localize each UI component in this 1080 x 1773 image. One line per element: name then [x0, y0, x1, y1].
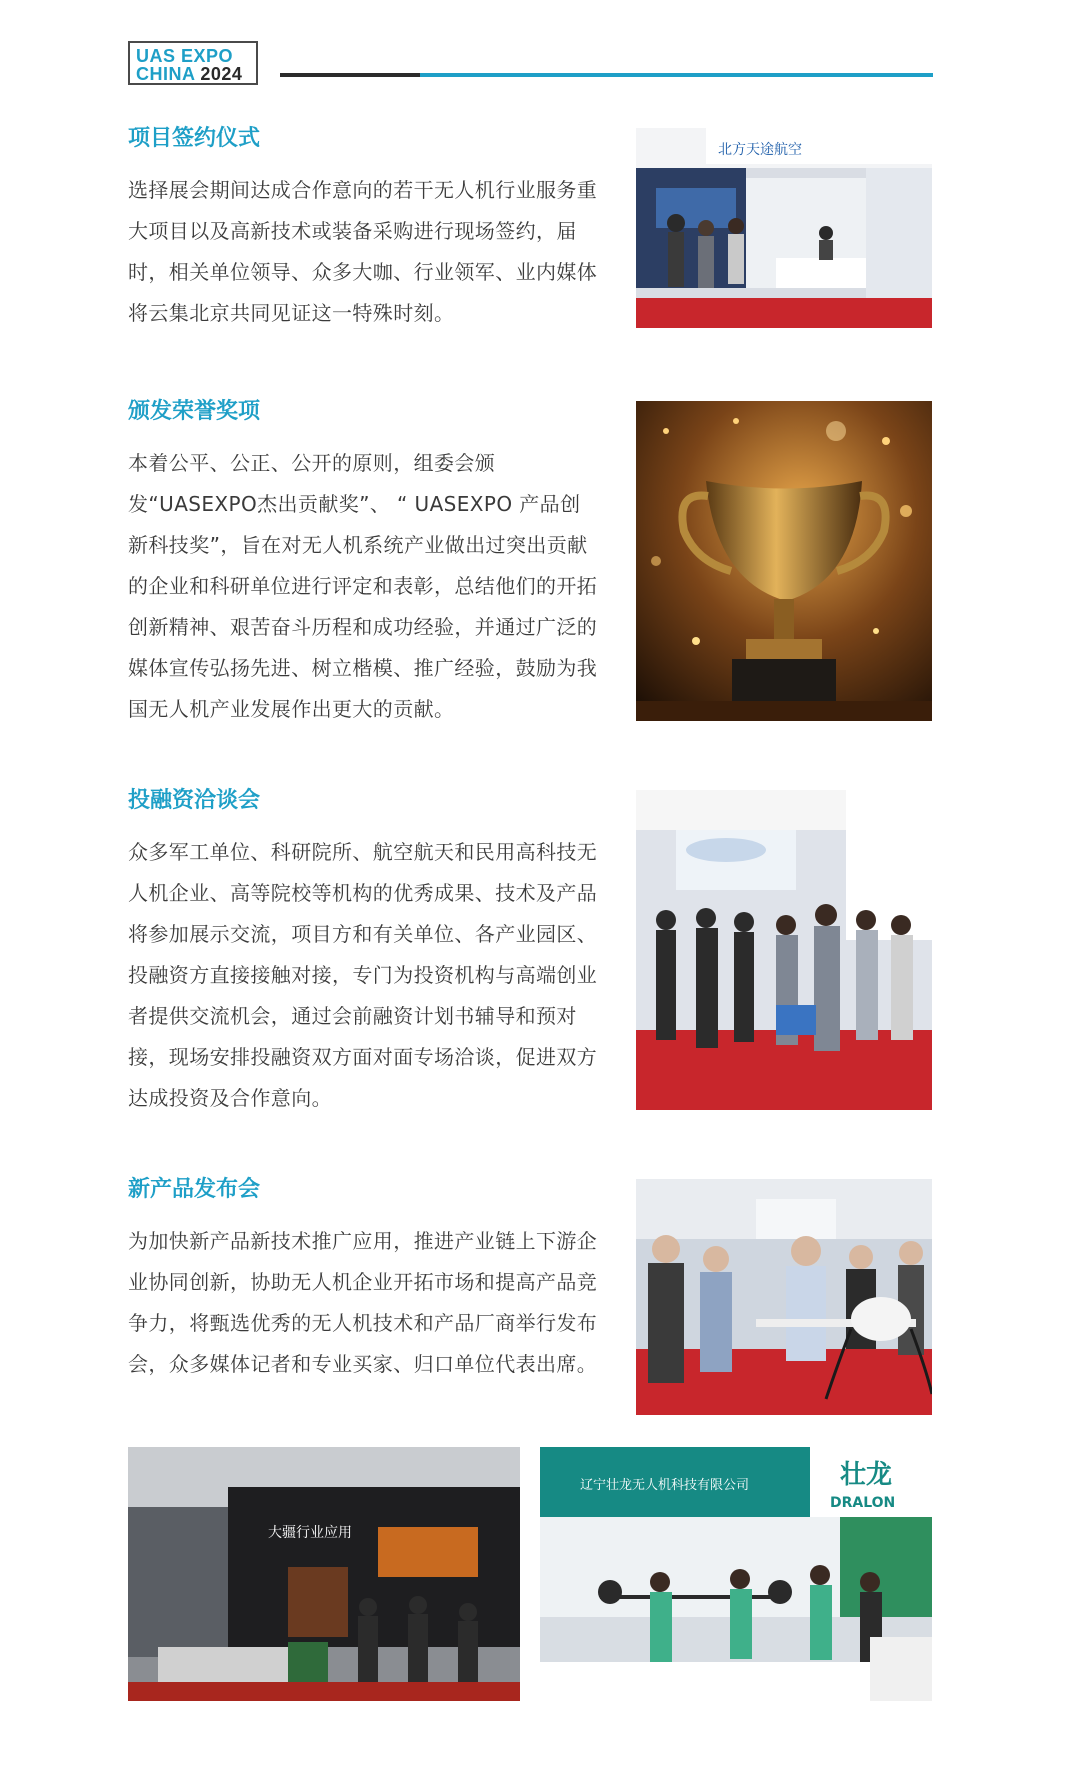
photo-dji-booth	[128, 1447, 520, 1701]
section-body: 为加快新产品新技术推广应用，推进产业链上下游企业协同创新，协助无人机企业开拓市场和提高产品竞争力，将甄选优秀的无人机技术和产品厂商举行发布会，众多媒体记者和专业买家、归口单位代表出席。	[128, 1229, 598, 1376]
dji-sign-text: 大疆行业应用	[268, 1525, 352, 1541]
photo-exhibition-booth	[636, 128, 932, 328]
section-title: 颁发荣誉奖项	[128, 399, 261, 424]
section-title: 新产品发布会	[128, 1177, 261, 1202]
section-investment-negotiation	[128, 784, 598, 1119]
section-honor-awards	[128, 395, 598, 730]
section-product-launch	[128, 1173, 598, 1385]
header-divider-dark	[280, 73, 420, 77]
logo-line-2	[136, 65, 256, 83]
logo-line-1: UAS EXPO	[136, 46, 234, 66]
logo-year: 2024	[200, 64, 243, 84]
dralon-sign-text: 辽宁壮龙无人机科技有限公司	[580, 1478, 750, 1493]
section-title: 项目签约仪式	[128, 126, 261, 151]
section-title: 投融资洽谈会	[128, 788, 261, 813]
booth-sign-text: 北方天途航空	[718, 142, 802, 158]
dralon-latin-text: DRALON	[830, 1495, 896, 1511]
logo-country: CHINA	[136, 64, 201, 84]
section-signing-ceremony	[128, 122, 598, 334]
photo-dralon-booth	[540, 1447, 932, 1701]
expo-logo	[128, 41, 258, 85]
section-body: 众多军工单位、科研院所、航空航天和民用高科技无人机企业、高等院校等机构的优秀成果、技术及产品将参加展示交流，项目方和有关单位、各产业园区、投融资方直接接触对接，专门为投资机构与高端创业者提供交流机会，通过会前融资计划书辅导和预对接，现场安排投融资双方面对面专场洽谈，促进双方达成投资及合作意向。	[128, 840, 598, 1110]
section-body: 选择展会期间达成合作意向的若干无人机行业服务重大项目以及高新技术或装备采购进行现场签约，届时，相关单位领导、众多大咖、行业领军、业内媒体将云集北京共同见证这一特殊时刻。	[128, 178, 598, 325]
dralon-brand-text: 壮龙	[840, 1460, 893, 1490]
photo-trophy	[636, 401, 932, 721]
section-body: 本着公平、公正、公开的原则，组委会颁发“UASEXPO杰出贡献奖”、 “ UASEXPO 产品创新科技奖”，旨在对无人机系统产业做出过突出贡献的企业和科研单位进行评定和表彰，总结他们的开拓创新精神、艰苦奋斗历程和成功经验，并通过广泛的媒体宣传弘扬先进、树立楷模、推广经验，鼓励为我国无人机产业发展作出更大的贡献。	[128, 451, 598, 721]
photo-crowd-hall	[636, 790, 932, 1110]
photo-drone-launch	[636, 1179, 932, 1415]
header-divider-blue	[420, 73, 933, 77]
